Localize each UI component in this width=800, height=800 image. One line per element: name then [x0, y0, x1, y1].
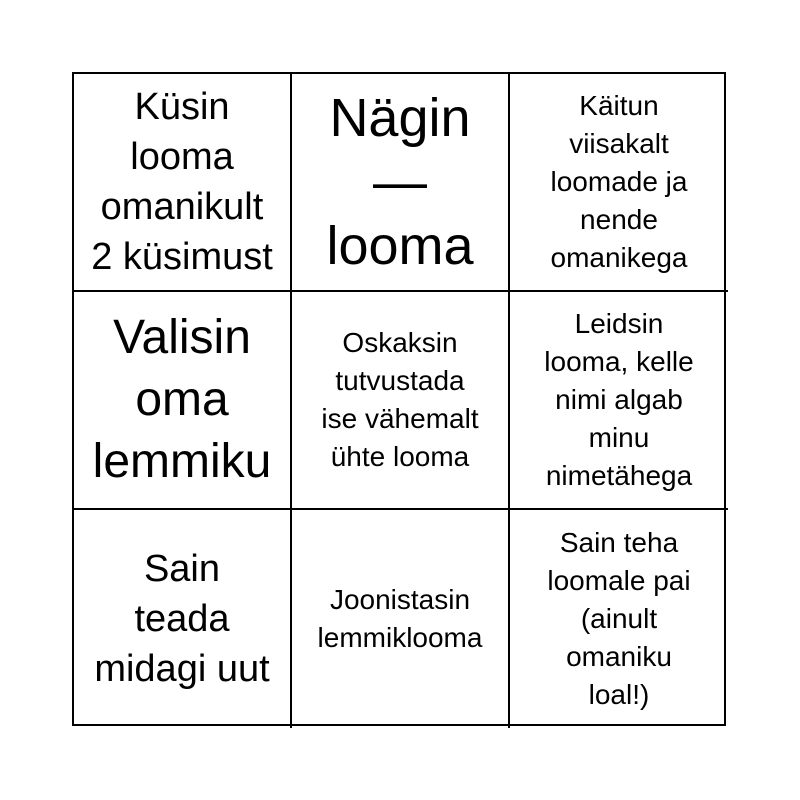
bingo-cell[interactable]	[292, 74, 510, 292]
bingo-cell[interactable]	[74, 74, 292, 292]
bingo-cell[interactable]	[510, 74, 728, 292]
bingo-cell[interactable]	[510, 292, 728, 510]
bingo-cell[interactable]	[510, 510, 728, 728]
bingo-cell-text: Käitun viisakalt loomade ja nende omanikega	[550, 90, 688, 273]
bingo-cell[interactable]	[292, 510, 510, 728]
bingo-cell-text: Valisin oma lemmiku	[92, 311, 272, 488]
bingo-cell[interactable]	[74, 292, 292, 510]
bingo-cell-text: Sain teha loomale pai (ainult omaniku loal!)	[547, 527, 691, 710]
bingo-cell-text: Sain teada midagi uut	[94, 548, 270, 690]
bingo-cell[interactable]	[292, 292, 510, 510]
bingo-cell-text: Küsin looma omanikult 2 küsimust	[91, 86, 273, 278]
bingo-cell-text: Nägin — looma	[326, 88, 474, 276]
bingo-cell-text: Oskaksin tutvustada ise vähemalt ühte looma	[321, 327, 479, 472]
bingo-cell[interactable]	[74, 510, 292, 728]
bingo-board	[72, 72, 726, 726]
bingo-cell-text: Joonistasin lemmiklooma	[317, 584, 483, 653]
bingo-cell-text: Leidsin looma, kelle nimi algab minu nimetähega	[544, 308, 694, 491]
